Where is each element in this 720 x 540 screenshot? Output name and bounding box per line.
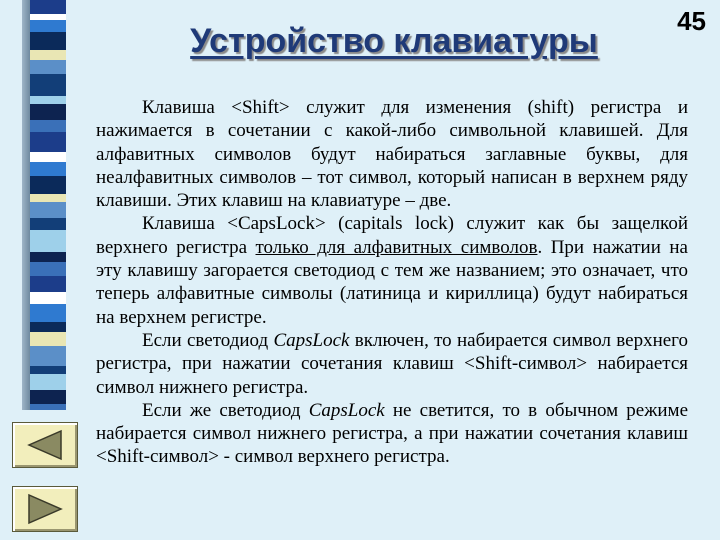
stripe-segment (30, 162, 66, 176)
stripe-segment (30, 202, 66, 218)
paragraph-capslock (96, 212, 688, 328)
paragraph-capslock-on (96, 329, 688, 399)
stripe-segment (30, 120, 66, 132)
stripe-segment (30, 104, 66, 120)
stripe-segment (30, 292, 66, 304)
previous-slide-button[interactable] (12, 422, 78, 468)
paragraph-capslock-off-italic: CapsLock (308, 399, 385, 421)
stripe-segment (30, 50, 66, 60)
stripe-segment (30, 152, 66, 162)
next-slide-button[interactable] (12, 486, 78, 532)
stripe-segment (30, 20, 66, 32)
stripe-segment (30, 74, 66, 96)
stripe-segment (30, 60, 66, 74)
paragraph-capslock-off-text-2: не светится, то в обычном режиме набирается символ нижнего регистра, а при нажатии сочетания клавиш <Shift-символ> - символ верхнего регистра. (96, 399, 688, 468)
stripe-segment (30, 132, 66, 152)
stripe-segment (30, 332, 66, 346)
stripe-segment (30, 304, 66, 322)
stripe-segment (30, 346, 66, 366)
stripe-segment (30, 194, 66, 202)
paragraph-capslock-text-2: . При нажатии на эту клавишу загорается светодиод с тем же названием; это означает, что теперь алфавитные символы (латиница и кириллица) будут набираться на верхнем регистре. (96, 236, 688, 328)
paragraph-capslock-off-text-1: Если же светодиод (142, 399, 309, 421)
paragraph-capslock-text-1: Клавиша <CapsLock> (capitals lock) служит как бы защелкой верхнего регистра (96, 213, 688, 258)
stripe-segment (30, 276, 66, 292)
paragraph-capslock-on-text-2: включен, то набирается символ верхнего регистра, при нажатии сочетания клавиш <Shift-символ> набирается символ нижнего регистра. (96, 329, 688, 398)
paragraph-capslock-on-italic: CapsLock (273, 329, 350, 351)
triangle-left-icon (25, 428, 65, 462)
stripe-segment (30, 262, 66, 276)
stripe-segment (30, 176, 66, 194)
page-title: Устройство клавиатуры (190, 22, 598, 60)
triangle-right-icon (25, 492, 65, 526)
paragraph-capslock-off (96, 399, 688, 469)
decorative-stripe-bar (22, 0, 66, 410)
stripe-segment (30, 252, 66, 262)
stripe-bar-strips (30, 0, 66, 410)
paragraph-shift: Клавиша <Shift> служит для изменения (shift) регистра и нажимается в сочетании с какой-либо символьной клавишей. Для алфавитных символов будут набираться заглавные буквы, для неалфавитных символов – тот символ, который написан в верхнем ряду клавиши. Этих клавиш на клавиатуре – две. (96, 97, 688, 212)
stripe-segment (30, 366, 66, 374)
stripe-segment (30, 322, 66, 332)
paragraph-capslock-on-text-1: Если светодиод (142, 329, 274, 351)
stripe-segment (30, 0, 66, 14)
stripe-segment (30, 32, 66, 50)
stripe-segment (30, 404, 66, 410)
stripe-segment (30, 96, 66, 104)
stripe-segment (30, 390, 66, 404)
stripe-segment (30, 374, 66, 390)
paragraph-capslock-underlined: только для алфавитных символов (255, 236, 538, 258)
body-text (96, 96, 688, 469)
page-number: 45 (677, 6, 706, 36)
stripe-segment (30, 218, 66, 230)
stripe-bar-edge (22, 0, 30, 410)
stripe-segment (30, 230, 66, 252)
